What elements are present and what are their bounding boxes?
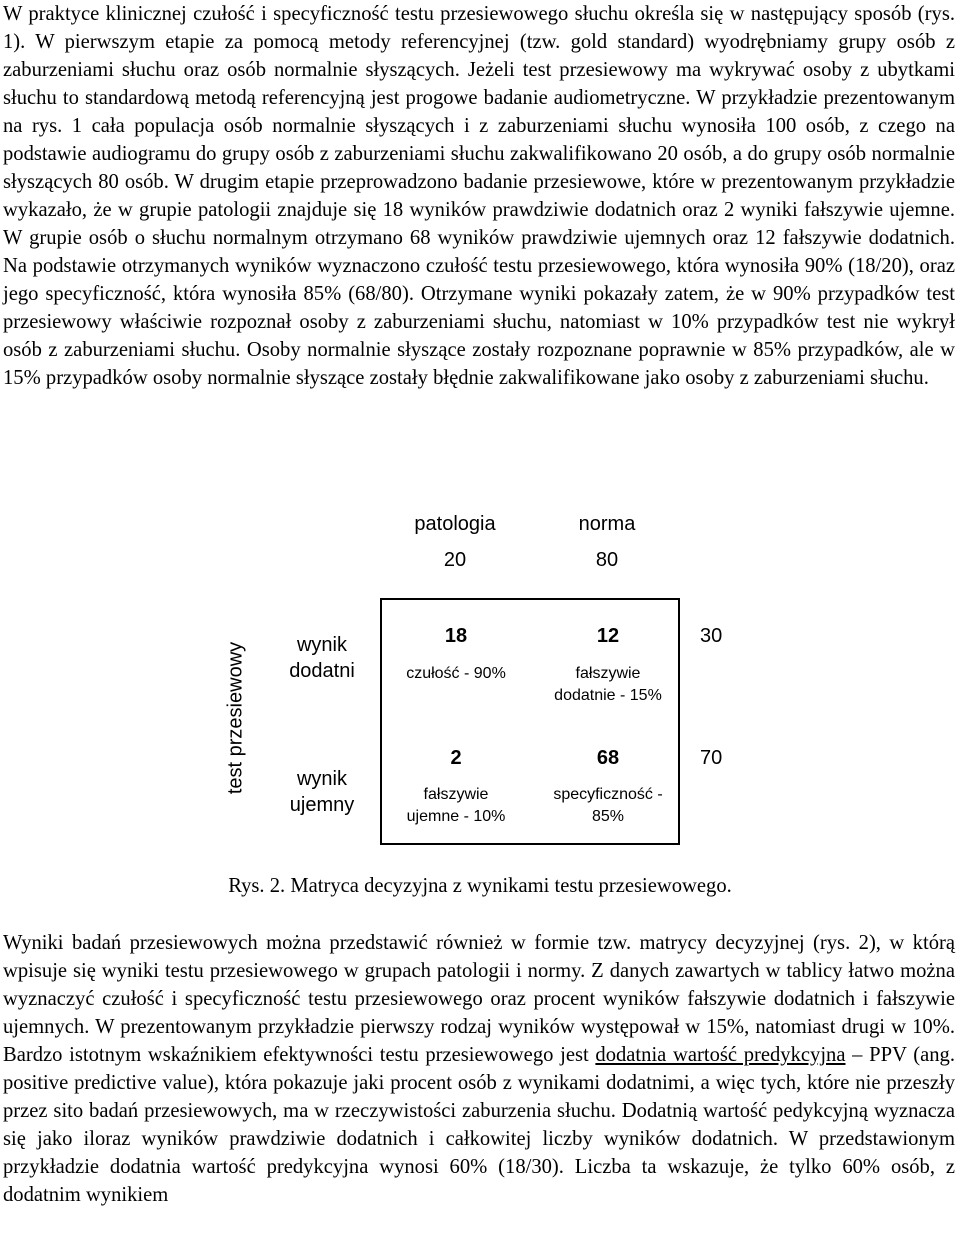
cell-false-positive-label: fałszywie dodatnie - 15% bbox=[554, 665, 662, 704]
column-header-norm: norma bbox=[578, 513, 636, 535]
figure-caption: Rys. 2. Matryca decyzyjna z wynikami testu przesiewowego. bbox=[228, 875, 732, 897]
row-total-positive: 30 bbox=[700, 625, 723, 647]
column-header-pathology: patologia bbox=[414, 513, 496, 535]
ppv-paragraph-text-start: Wyniki badań przesiewowych można przedstawić również w formie tzw. matrycy decyzyjnej (rys. 2), w którą wpisuje się wyniki testu przesiewowego w grupach patologii i normy. Z danych zawartych w tablicy łatwo można wyznaczyć czułość i specyficzność testu przesiewowego oraz procent wyników fałszywie dodatnich i fałszywie ujemnych. W prezentowanym przykładzie pierwszy rodzaj wyników występował w 15%, natomiast drugi w 10%. Bardzo istotnym wskaźnikiem efektywności testu przesiewowego jest bbox=[3, 932, 955, 1066]
row-label-positive: wynik dodatni bbox=[289, 634, 355, 682]
cell-true-positive-label: czułość - 90% bbox=[406, 665, 506, 682]
column-total-pathology: 20 bbox=[443, 549, 467, 571]
cell-false-negative-label: fałszywie ujemne - 10% bbox=[406, 786, 506, 825]
row-axis-label: test przesiewowy bbox=[224, 641, 247, 795]
ppv-term: dodatnia wartość predykcyjna bbox=[595, 1044, 846, 1066]
cell-true-positive-value: 18 bbox=[444, 625, 468, 647]
ppv-paragraph-text-end: – PPV (ang. positive predictive value), która pokazuje jaki procent osób z wynikami dodatnimi, a więc tych, które nie przeszły przez sito badań przesiewowych, ma w rzeczywistości zaburzenia słuchu. Dodatnią wartość pedykcyjną wyznacza się jako iloraz wyników prawdziwie dodatnich i całkowitej liczby wyników dodatnich. W przedstawionym przykładzie dodatnia wartość predykcyjna wynosi 60% (18/30). Liczba ta wskazuje, że tylko 60% osób, z dodatnim wynikiem bbox=[3, 1044, 955, 1206]
ppv-paragraph bbox=[3, 929, 955, 1209]
cell-false-negative-value: 2 bbox=[450, 747, 462, 769]
row-label-negative: wynik ujemny bbox=[289, 768, 355, 816]
cell-false-positive-value: 12 bbox=[596, 625, 620, 647]
cell-true-negative-label: specyficzność - 85% bbox=[553, 786, 663, 825]
row-total-negative: 70 bbox=[700, 747, 723, 769]
cell-true-negative-value: 68 bbox=[596, 747, 620, 769]
column-total-norm: 80 bbox=[595, 549, 619, 571]
intro-paragraph: W praktyce klinicznej czułość i specyficzność testu przesiewowego słuchu określa się w następujący sposób (rys. 1). W pierwszym etapie za pomocą metody referencyjnej (tzw. gold standard) wyodrębniamy grupy osób z zaburzeniami słuchu oraz osób normalnie słyszących. Jeżeli test przesiewowy ma wykrywać osoby z ubytkami słuchu to standardową metodą referencyjną jest progowe badanie audiometryczne. W przykładzie prezentowanym na rys. 1 cała populacja osób normalnie słyszących i z zaburzeniami słuchu wynosiła 100 osób, z czego na podstawie audiogramu do grupy osób z zaburzeniami słuchu zakwalifikowano 20 osób, a do grupy osób normalnie słyszących 80 osób. W drugim etapie przeprowadzono badanie przesiewowe, które w prezentowanym przykładzie wykazało, że w grupie patologii znajduje się 18 wyników prawdziwie dodatnich oraz 2 wyniki fałszywie ujemne. W grupie osób o słuchu normalnym otrzymano 68 wyników prawdziwie ujemnych oraz 12 fałszywie dodatnich. Na podstawie otrzymanych wyników wyznaczono czułość testu przesiewowego, która wynosiła 90% (18/20), oraz jego specyficzność, która wynosiła 85% (68/80). Otrzymane wyniki pokazały zatem, że w 90% przypadków test przesiewowy właściwie rozpoznał osoby z zaburzeniami słuchu, natomiast w 10% przypadków test nie wykrył osób z zaburzeniami słuchu. Osoby normalnie słyszące zostały rozpoznane poprawnie w 85% przypadków, ale w 15% przypadków osoby normalnie słyszące zostały błędnie zakwalifikowane jako osoby z zaburzeniami słuchu. bbox=[3, 3, 955, 389]
